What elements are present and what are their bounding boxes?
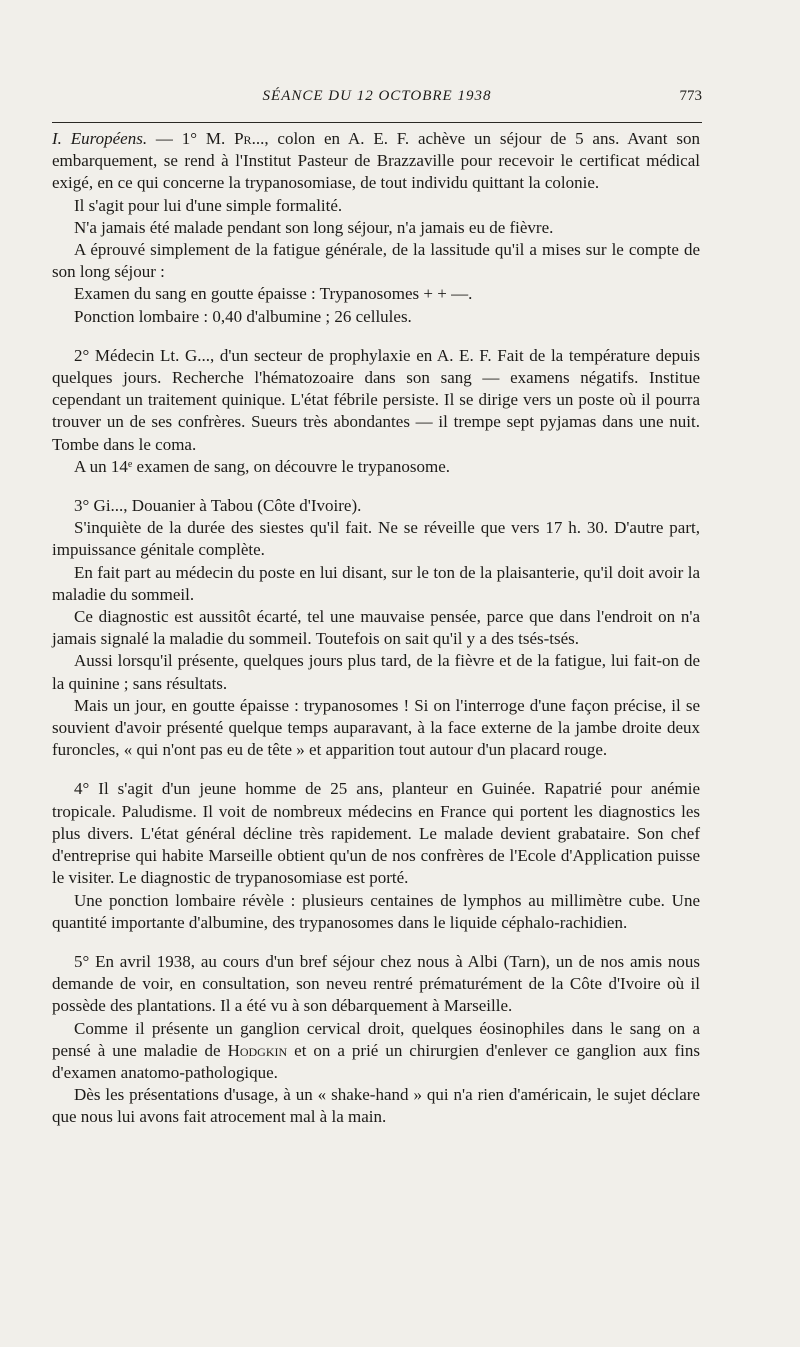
- case1-label: I. Européens.: [52, 129, 148, 148]
- case1-intro: — 1° M.: [147, 129, 235, 148]
- case1-paragraph-2: Il s'agit pour lui d'une simple formalité.: [74, 195, 343, 215]
- running-title: SÉANCE DU 12 OCTOBRE 1938: [262, 88, 492, 104]
- case3-paragraph-3: En fait part au médecin du poste en lui disant, sur le ton de la plaisanterie, qu'il doit avoir la maladie du sommeil.: [52, 562, 700, 604]
- case3-paragraph-5: Aussi lorsqu'il présente, quelques jours plus tard, de la fièvre et de la fatigue, lui fait-on de la quinine ; sans résultats.: [52, 651, 700, 693]
- case5-paragraph-2: [52, 1018, 700, 1085]
- case5-p2-after: et on a prié un chirurgien d'enlever ce ganglion aux fins d'examen anatomo-pathologique.: [52, 1040, 700, 1082]
- case5-paragraph-3: Dès les présentations d'usage, à un « shake-hand » qui n'a rien d'américain, le sujet déclare que nous lui avons fait atrocement mal à la main.: [52, 1085, 700, 1127]
- case1-paragraph-4: A éprouvé simplement de la fatigue générale, de la lassitude qu'il a mises sur le compte de son long séjour :: [52, 240, 700, 282]
- case1-name: Pr: [234, 129, 252, 148]
- case5-paragraph-1: 5° En avril 1938, au cours d'un bref séjour chez nous à Albi (Tarn), un de nos amis nous demande de voir, en consultation, son neveu rentré prématurément de la Côte d'Ivoire où il possède des plantations. Il a été vu à son débarquement à Marseille.: [52, 951, 700, 1016]
- case5-p2-name: Hodgkin: [227, 1040, 288, 1060]
- case4-paragraph-2: Une ponction lombaire révèle : plusieurs centaines de lymphos au millimètre cube. Une quantité importante d'albumine, des trypanosomes dans le liquide céphalo-rachidien.: [52, 890, 700, 932]
- case3-paragraph-2: S'inquiète de la durée des siestes qu'il fait. Ne se réveille que vers 17 h. 30. D'autre part, impuissance génitale complète.: [52, 518, 700, 560]
- case3-paragraph-4: Ce diagnostic est aussitôt écarté, tel une mauvaise pensée, parce que dans l'endroit on n'a jamais signalé la maladie du sommeil. Toutefois on sait qu'il y a des tsés-tsés.: [52, 607, 700, 649]
- case2-paragraph-2: [52, 456, 700, 478]
- case3-paragraph-1: 3° Gi..., Douanier à Tabou (Côte d'Ivoire).: [74, 496, 362, 516]
- case1-paragraph-5: Examen du sang en goutte épaisse : Trypanosomes + + —.: [74, 284, 473, 304]
- case1-paragraph-1: [52, 128, 700, 195]
- case1-paragraph-6: Ponction lombaire : 0,40 d'albumine ; 26 cellules.: [74, 306, 412, 326]
- case4-paragraph-1: 4° Il s'agit d'un jeune homme de 25 ans, planteur en Guinée. Rapatrié pour anémie tropicale. Paludisme. Il voit de nombreux médecins en France qui portent les diagnostics les plus divers. L'état général décline très rapidement. Le malade devient grabataire. Son chef d'entreprise qui habite Marseille obtient qu'un de nos confrères de l'Ecole d'Application puisse le visiter. Le diagnostic de trypanosomiase est porté.: [52, 779, 700, 888]
- case2-p2-before: A un 14: [74, 456, 128, 476]
- case5-p2-before: Comme il présente un ganglion cervical droit, quelques éosinophiles dans le sang on a pensé à une maladie de: [52, 1018, 700, 1060]
- header-rule: [52, 122, 702, 123]
- case2-p2-sup: e: [127, 458, 133, 470]
- page-header: [52, 88, 702, 110]
- case2-paragraph-1: 2° Médecin Lt. G..., d'un secteur de prophylaxie en A. E. F. Fait de la température depuis quelques jours. Recherche l'hématozoaire dans son sang — examens négatifs. Institue cependant un traitement quinique. L'état fébrile persiste. Il se dirige vers un poste où il pourra trouver un de ses confrères. Sueurs très abondantes — il trempe sept pyjamas dans une nuit. Tombe dans le coma.: [52, 345, 700, 454]
- case1-text: ..., colon en A. E. F. achève un séjour de 5 ans. Avant son embarquement, se rend à l'Institut Pasteur de Brazzaville pour recevoir le certificat médical exigé, en ce qui concerne la trypanosomiase, de tout individu quittant la colonie.: [52, 129, 700, 193]
- page-number: 773: [679, 88, 702, 104]
- case2-p2-after: examen de sang, on découvre le trypanosome.: [132, 456, 450, 476]
- body-text: [52, 128, 700, 1129]
- case1-paragraph-3: N'a jamais été malade pendant son long séjour, n'a jamais eu de fièvre.: [74, 217, 554, 237]
- case3-paragraph-6: Mais un jour, en goutte épaisse : trypanosomes ! Si on l'interroge d'une façon précise, il se souvient d'avoir présenté quelque temps auparavant, à la face externe de la jambe droite deux furoncles, « qui n'ont pas eu de tête » et apparition tout autour d'un placard rouge.: [52, 695, 700, 760]
